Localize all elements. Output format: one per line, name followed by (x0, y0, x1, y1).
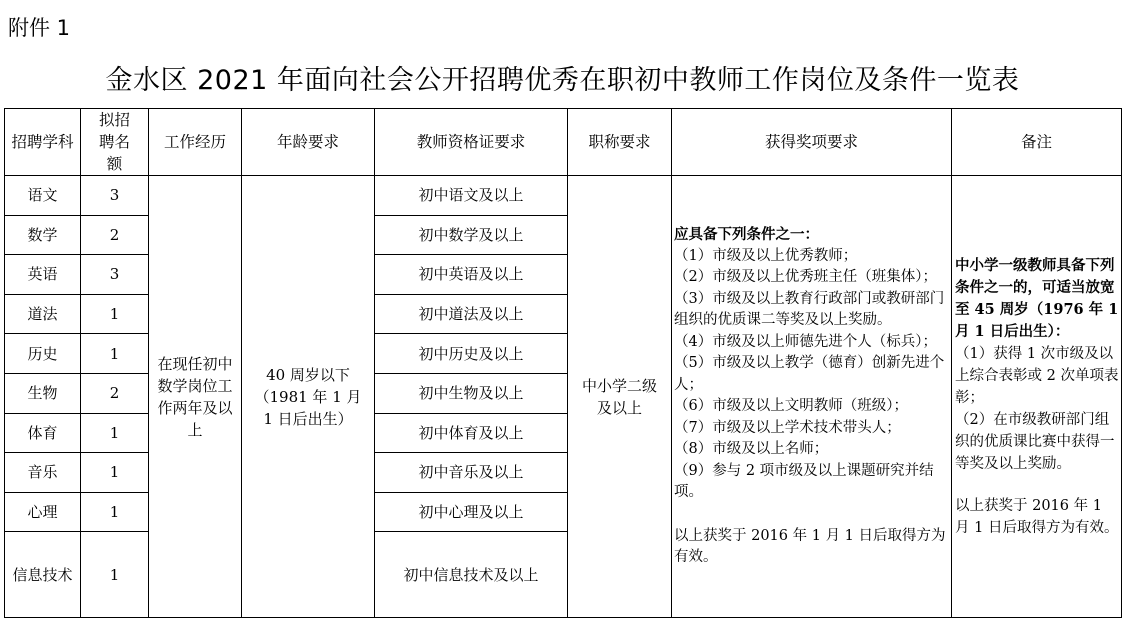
notes-cell (952, 176, 1122, 618)
count-cell: 1 (81, 294, 149, 334)
title-requirement-cell: 中小学二级及以上 (568, 176, 672, 618)
work-experience-cell: 在现任初中数学岗位工作两年及以上 (149, 176, 242, 618)
header-awards: 获得奖项要求 (672, 109, 952, 176)
note-item: （2）在市级教研部门组织的优质课比赛中获得一等奖及以上奖励。 (955, 411, 1115, 472)
header-subject: 招聘学科 (5, 109, 81, 176)
award-item: （3）市级及以上教育行政部门或教研部门组织的优质课二等奖及以上奖励。 (674, 290, 945, 329)
document-title: 金水区 2021 年面向社会公开招聘优秀在职初中教师工作岗位及条件一览表 (105, 65, 1020, 96)
award-item: （8）市级及以上名师； (674, 441, 829, 458)
award-item: （9）参与 2 项市级及以上课题研究并结项。 (674, 462, 934, 501)
header-row (5, 109, 1122, 176)
award-item: （6）市级及以上文明教师（班级）； (674, 398, 908, 415)
header-notes: 备注 (952, 109, 1122, 176)
award-item: （2）市级及以上优秀班主任（班集体）； (674, 269, 937, 286)
awards-cell (672, 176, 952, 618)
subject-cell: 历史 (5, 334, 81, 374)
age-requirement-cell: 40 周岁以下（1981 年 1 月 1 日后出生） (242, 176, 375, 618)
table-row (5, 176, 1122, 216)
award-item: （5）市级及以上教学（德育）创新先进个人； (674, 355, 945, 393)
recruitment-table (4, 108, 1122, 618)
count-cell: 1 (81, 413, 149, 453)
subject-cell: 音乐 (5, 453, 81, 493)
count-cell: 3 (81, 176, 149, 216)
cert-cell: 初中语文及以上 (375, 176, 568, 216)
header-experience: 工作经历 (149, 109, 242, 176)
header-cert: 教师资格证要求 (375, 109, 568, 176)
subject-cell: 心理 (5, 492, 81, 532)
count-cell: 2 (81, 373, 149, 413)
note-item: （1）获得 1 次市级及以上综合表彰或 2 次单项表彰； (955, 345, 1119, 406)
cert-cell: 初中道法及以上 (375, 294, 568, 334)
award-item: （7）市级及以上学术技术带头人； (674, 419, 901, 436)
count-cell: 1 (81, 532, 149, 618)
cert-cell: 初中体育及以上 (375, 413, 568, 453)
subject-cell: 语文 (5, 176, 81, 216)
header-count: 拟招聘名额 (81, 109, 149, 176)
subject-cell: 数学 (5, 215, 81, 255)
cert-cell: 初中音乐及以上 (375, 453, 568, 493)
notes-footer: 以上获奖于 2016 年 1 月 1 日后取得方为有效。 (955, 497, 1119, 536)
count-cell: 1 (81, 334, 149, 374)
subject-cell: 信息技术 (5, 532, 81, 618)
cert-cell: 初中生物及以上 (375, 373, 568, 413)
subject-cell: 道法 (5, 294, 81, 334)
cert-cell: 初中信息技术及以上 (375, 532, 568, 618)
count-cell: 3 (81, 255, 149, 295)
award-item: （1）市级及以上优秀教师； (674, 247, 858, 264)
count-cell: 1 (81, 492, 149, 532)
cert-cell: 初中心理及以上 (375, 492, 568, 532)
cert-cell: 初中历史及以上 (375, 334, 568, 374)
cert-cell: 初中数学及以上 (375, 215, 568, 255)
count-cell: 1 (81, 453, 149, 493)
cert-cell: 初中英语及以上 (375, 255, 568, 295)
subject-cell: 体育 (5, 413, 81, 453)
attachment-label: 附件 1 (8, 16, 71, 40)
notes-head: 中小学一级教师具备下列条件之一的，可适当放宽至 45 周岁（1976 年 1 月 1 日后出生）： (955, 256, 1119, 340)
award-item: （4）市级及以上师德先进个人（标兵）； (674, 333, 937, 350)
count-cell: 2 (81, 215, 149, 255)
subject-cell: 英语 (5, 255, 81, 295)
header-age: 年龄要求 (242, 109, 375, 176)
subject-cell: 生物 (5, 373, 81, 413)
awards-footer: 以上获奖于 2016 年 1 月 1 日后取得方为有效。 (674, 527, 946, 566)
header-title: 职称要求 (568, 109, 672, 176)
awards-head: 应具备下列条件之一： (674, 226, 819, 244)
